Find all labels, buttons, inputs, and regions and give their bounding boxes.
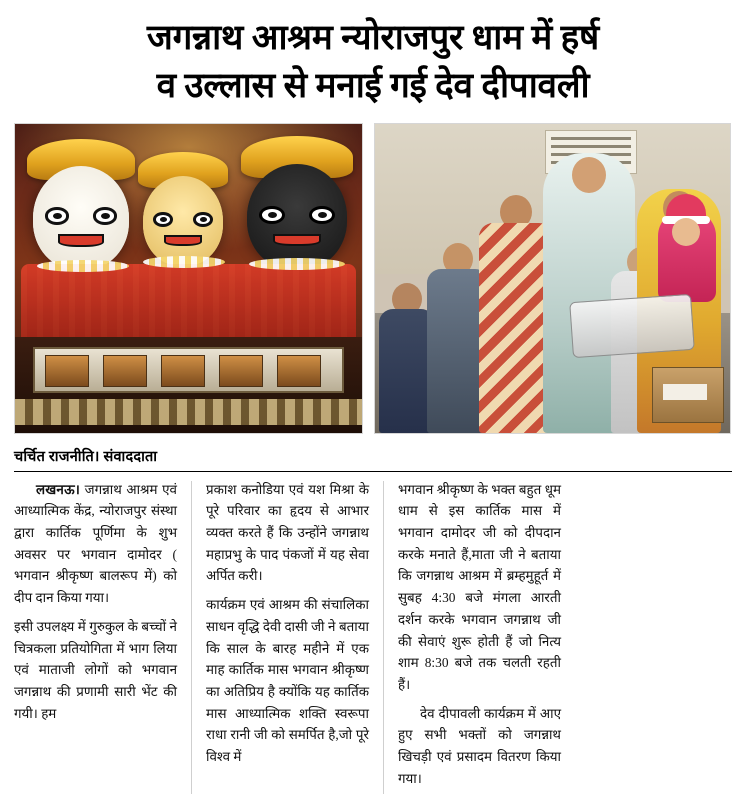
eye-right [93,207,118,225]
eye-left [153,212,174,227]
dateline: लखनऊ। [36,481,81,497]
prasad-packet [569,293,695,357]
paragraph: इसी उपलक्ष्य में गुरुकुल के बच्चों ने चित्रकला प्रतियोगिता में भाग लिया एवं माताजी लोगों को भगवान जगन्नाथ की प्रणामी सारी भेंट की गयी। हम [14,618,177,721]
framed-picture [45,355,89,387]
framed-picture [103,355,147,387]
byline [14,446,732,466]
framed-picture [219,355,263,387]
idol-subhadra [143,176,223,266]
eye-right [193,212,214,227]
altar [15,337,362,433]
byline-source: संवाददाता [103,448,158,465]
article-body [14,479,732,796]
headline-line-1: जगन्नाथ आश्रम न्योराजपुर धाम में हर्ष [146,18,600,57]
garland [37,260,129,272]
mouth [164,235,202,246]
column-divider [191,481,192,795]
column-divider [383,481,384,795]
idol-face [33,166,129,270]
eye-left [259,206,285,224]
paragraph-text: जगन्नाथ आश्रम एवं आध्यात्मिक केंद्र, न्योराजपुर संस्था द्वारा कार्तिक पूर्णिमा के शुभ अवसर पर भगवान दामोदर ( भगवान श्रीकृष्ण बालरूप में) को दीप दान किया गया। [14,481,177,606]
body [479,223,553,433]
mouth [58,234,104,246]
idol-jagannath [247,164,347,270]
temple-scene [15,124,362,433]
paragraph: प्रकाश कनोडिया एवं यश मिश्रा के पूरे परिवार का हृदय से आभार व्यक्त करते हैं कि उन्होंने जगन्नाथ महाप्रभु के पाद पंकजों में यह सेवा अर्पित करी। [206,481,369,584]
paragraph: कार्यक्रम एवं आश्रम की संचालिका साधन वृद्धि देवी दासी जी ने बताया कि साल के बारह महीने में एक माह कार्तिक मास भगवान श्रीकृष्ण का अतिप्रिय है क्योंकि यह कार्तिक मास आध्यात्मिक शक्ति स्वरूपा राधा रानी जी को समर्पित है,जो पूरे विश्व में [206,597,369,765]
person-figure [479,195,553,433]
eye-right [309,206,335,224]
mouth [273,234,321,247]
article-column-3 [398,479,561,796]
prasad-distribution-photo [374,123,731,434]
byline-section: चर्चित राजनीति। [14,448,100,465]
paragraph: भगवान श्रीकृष्ण के भक्त बहुत धूम धाम से इस कार्तिक मास में भगवान दामोदर जी को दीपदान करके मनाते हैं,माता जी ने बताया कि जगन्नाथ आश्रम में ब्रम्हमुहूर्त में सुबह 4:30 बजे मंगला आरती दर्शन करके भगवान जगन्नाथ जी की सेवाएं शुरू होती हैं जो नित्य शाम 8:30 बजे तक चलती रहती हैं। [398,481,561,692]
garland [143,256,225,268]
box-label [663,384,707,400]
head [572,157,606,193]
headline-line-2: व उल्लास से मनाई गई देव दीपावली [156,66,590,106]
head [672,218,700,246]
paragraph [14,479,177,609]
idol-face [247,164,347,270]
idol-face [143,176,223,266]
article-column-1 [14,479,177,796]
paragraph: देव दीपावली कार्यक्रम में आए हुए सभी भक्तों को जगन्नाथ खिचड़ी एवं प्रसादम वितरण किया गया। [398,705,561,786]
lamp-strip [15,399,362,425]
framed-picture [277,355,321,387]
article-column-2 [206,479,369,796]
eye-left [45,207,70,225]
divider [14,471,732,472]
page-title [14,0,732,111]
baby-in-santa-cap [658,210,716,302]
altar-shelf [33,347,344,393]
crowd-scene [375,124,730,433]
framed-picture [161,355,205,387]
cardboard-box [652,367,724,423]
garland [249,258,345,270]
photo-row [14,123,732,434]
temple-idols-photo [14,123,363,434]
idol-balabhadra [33,166,129,270]
